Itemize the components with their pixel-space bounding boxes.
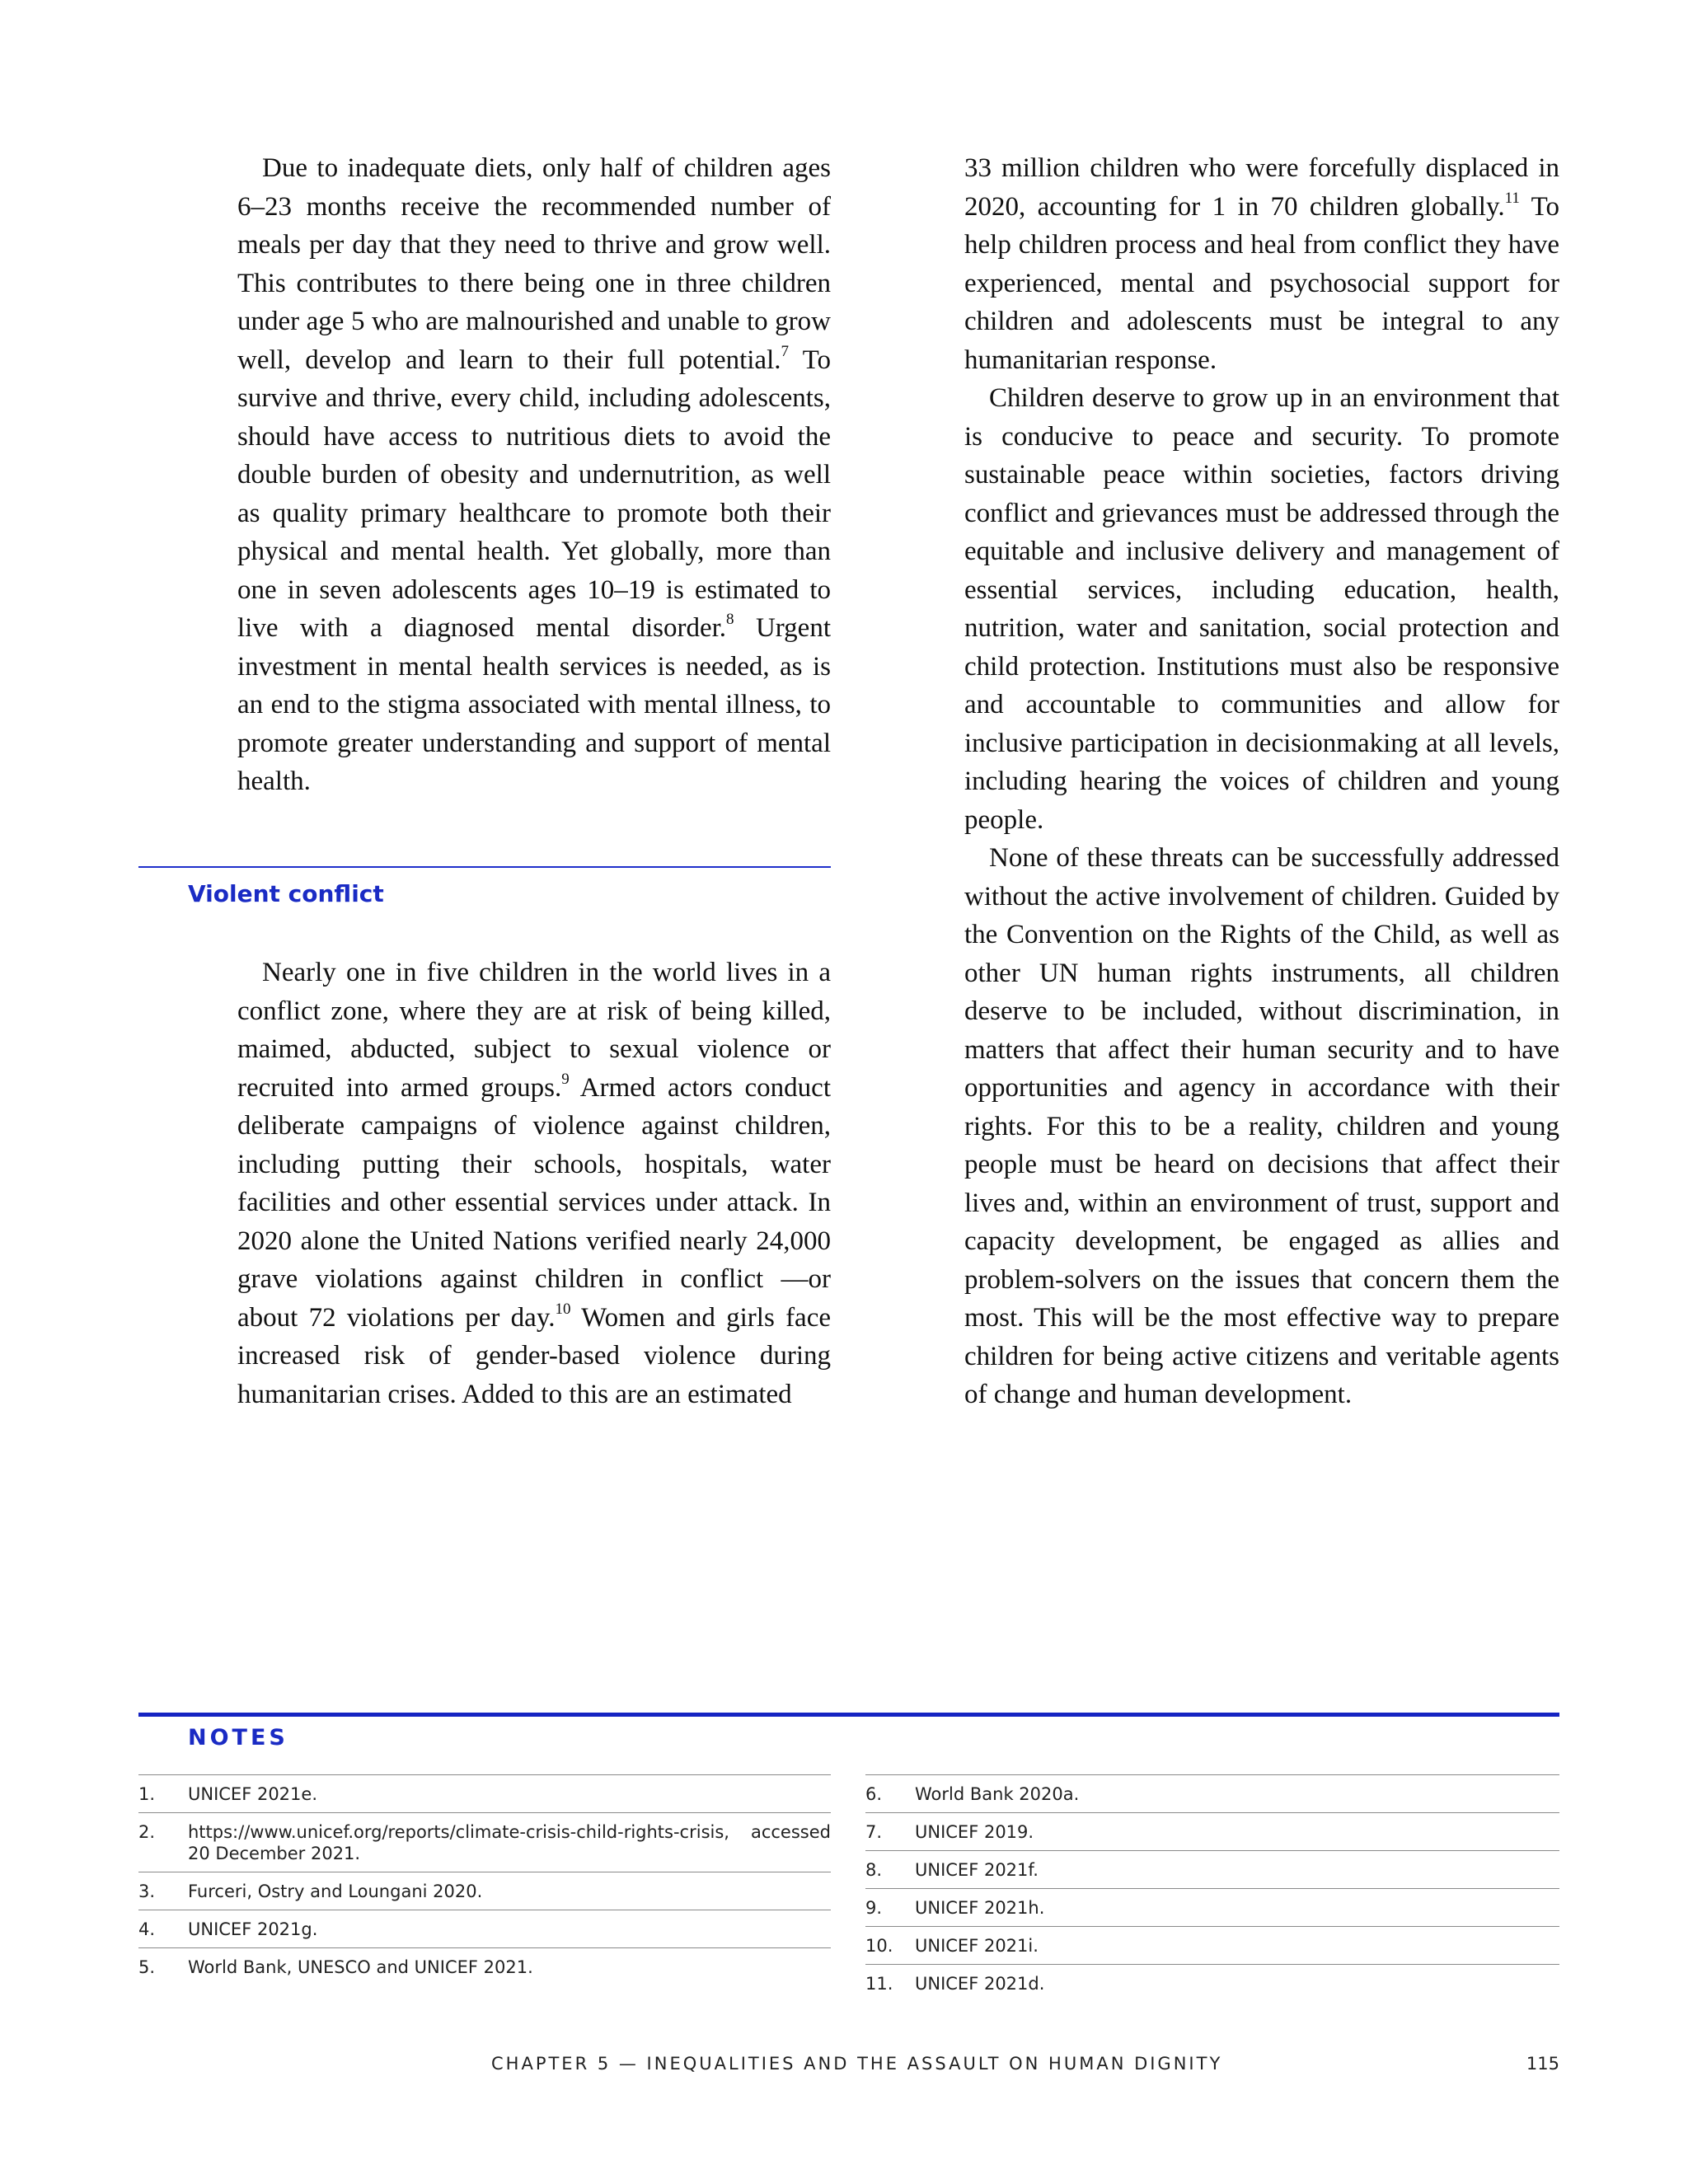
note-text: UNICEF 2021i. <box>915 1936 1039 1956</box>
footnote-ref[interactable]: 11 <box>1504 189 1520 207</box>
note-text: World Bank, UNESCO and UNICEF 2021. <box>188 1957 533 1977</box>
note-link[interactable]: https://www.unicef.org/reports/climate-crisis-child-rights-crisis, accessed 20 December 2021. <box>188 1822 831 1863</box>
note-item <box>138 1774 831 1812</box>
note-text: UNICEF 2021d. <box>915 1974 1045 1994</box>
running-footer: CHAPTER 5 — INEQUALITIES AND THE ASSAULT ON HUMAN DIGNITY <box>491 2054 1223 2074</box>
section-divider <box>138 866 831 868</box>
footnote-ref[interactable]: 8 <box>726 611 734 628</box>
note-item <box>865 1888 1559 1926</box>
paragraph-text: Armed actors conduct deliberate campaigns of violence against children, including putting their schools, hospitals, water facilities and other essential services under attack. In 2020 alone the United Nations verified nearly 24,000 grave violations against children in conflict —or about 72 violations per day. <box>237 1072 831 1333</box>
note-text: Furceri, Ostry and Loungani 2020. <box>188 1882 483 1901</box>
notes-divider <box>138 1713 1559 1717</box>
note-item <box>865 1812 1559 1850</box>
note-text: UNICEF 2021e. <box>188 1784 317 1804</box>
note-number: 8. <box>865 1860 883 1880</box>
note-number: 6. <box>865 1784 883 1804</box>
note-text: UNICEF 2021g. <box>188 1919 318 1939</box>
note-text: World Bank 2020a. <box>915 1784 1080 1804</box>
note-item <box>138 1947 831 1985</box>
notes-list-right <box>865 1774 1559 2002</box>
note-item <box>138 1872 831 1910</box>
paragraph-text: Women and girls face increased risk of gender-based violence during humanitarian crises. Added to this are an estimated <box>237 1302 831 1409</box>
footnote-ref[interactable]: 9 <box>561 1070 570 1088</box>
note-item <box>138 1812 831 1872</box>
displacement-paragraph <box>964 149 1559 379</box>
left-column-top <box>237 149 831 801</box>
nutrition-paragraph <box>237 149 831 801</box>
paragraph-text: Due to inadequate diets, only half of children ages 6–23 months receive the recommended number of meals per day that they need to thrive and grow well. This contributes to there being one in three children under age 5 who are malnourished and unable to grow well, develop and learn to their full potential. <box>237 153 831 375</box>
page-number: 115 <box>1526 2054 1559 2074</box>
note-number: 10. <box>865 1936 893 1956</box>
footnote-ref[interactable]: 7 <box>781 342 789 360</box>
note-number: 7. <box>865 1822 883 1842</box>
involvement-paragraph: None of these threats can be successfully addressed without the active involvement of children. Guided by the Convention on the Rights of the Child, as well as other UN human rights instruments, all children deserve to be included, without discrimination, in matters that affect their human security and to have opportunities and agency in accordance with their rights. For this to be a reality, children and young people must be heard on decisions that affect their lives and, within an environment of trust, support and capacity development, be engaged as allies and problem-solvers on the issues that concern them the most. This will be the most effective way to prepare children for being active citizens and veritable agents of change and human development. <box>964 843 1559 1409</box>
notes-list-left <box>138 1774 831 1985</box>
section-heading: Violent conflict <box>188 880 384 907</box>
note-item <box>865 1926 1559 1964</box>
paragraph-text: Urgent investment in mental health services is needed, as is an end to the stigma associated with mental illness, to promote greater understanding and support of mental health. <box>237 613 832 796</box>
conflict-paragraph <box>237 954 831 1413</box>
note-number: 9. <box>865 1898 883 1918</box>
note-item <box>865 1774 1559 1812</box>
left-column-bottom <box>237 954 831 1413</box>
note-number: 5. <box>138 1957 156 1977</box>
footnote-ref[interactable]: 10 <box>555 1300 571 1318</box>
note-number: 3. <box>138 1882 156 1901</box>
note-item <box>865 1850 1559 1888</box>
note-number: 11. <box>865 1974 893 1994</box>
note-text: UNICEF 2021f. <box>915 1860 1039 1880</box>
peace-paragraph: Children deserve to grow up in an environment that is conducive to peace and security. To promote sustainable peace within societies, factors driving conflict and grievances must be addressed through the equitable and inclusive delivery and management of essential services, including education, health, nutrition, water and sanitation, social protection and child protection. Institutions must also be responsive and accountable to communities and allow for inclusive participation in decisionmaking at all levels, including hearing the voices of children and young people. <box>964 383 1559 835</box>
note-text: UNICEF 2019. <box>915 1822 1034 1842</box>
note-number: 1. <box>138 1784 156 1804</box>
paragraph-text: To survive and thrive, every child, including adolescents, should have access to nutritious diets to avoid the double burden of obesity and undernutrition, as well as quality primary healthcare to promote both their physical and mental health. Yet globally, more than one in seven adolescents ages 10–19 is estimated to live with a diagnosed mental disorder. <box>237 344 831 643</box>
note-number: 2. <box>138 1822 156 1842</box>
paragraph-text: Nearly one in five children in the world lives in a conflict zone, where they are at risk of being killed, maimed, abducted, subject to sexual violence or recruited into armed groups. <box>237 958 831 1103</box>
note-item <box>138 1910 831 1947</box>
notes-heading: NOTES <box>188 1725 288 1750</box>
note-item <box>865 1964 1559 2002</box>
right-column <box>964 149 1559 1414</box>
note-number: 4. <box>138 1919 156 1939</box>
paragraph-text: To help children process and heal from conflict they have experienced, mental and psychosocial support for children and adolescents must be integral to any humanitarian response. <box>964 191 1559 375</box>
note-text: UNICEF 2021h. <box>915 1898 1045 1918</box>
paragraph-text: 33 million children who were forcefully displaced in 2020, accounting for 1 in 70 children globally. <box>964 153 1559 222</box>
